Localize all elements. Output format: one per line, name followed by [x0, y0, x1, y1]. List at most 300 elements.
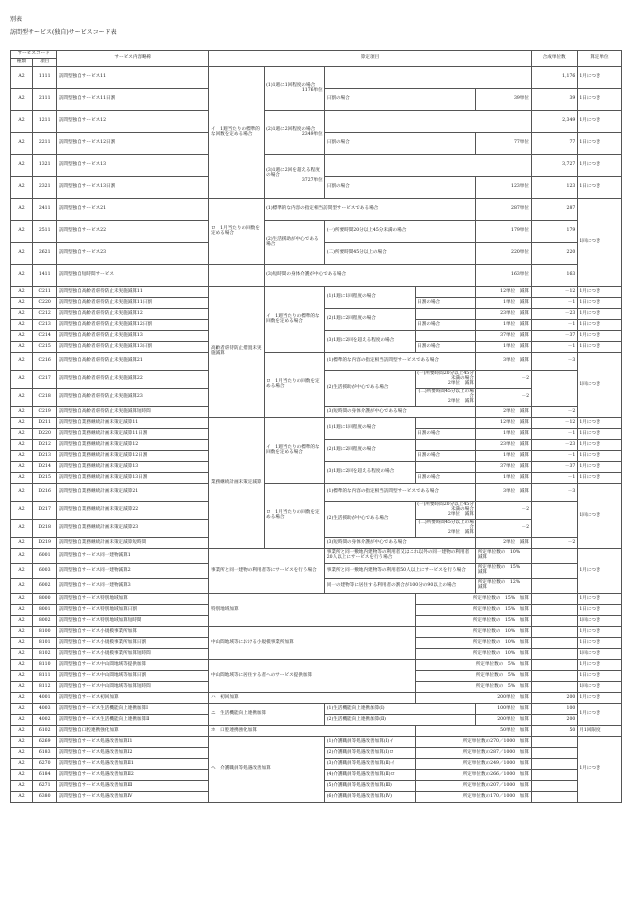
kind-cell: A2 [11, 298, 33, 309]
item-cell: 6271 [33, 781, 57, 792]
basis-cell: 月1回限度 [577, 726, 621, 737]
calc-units: 所定単位数の270／1000 加算 [415, 737, 531, 748]
name-cell: 訪問型独自業務継続計画未策定減算12 [57, 440, 209, 451]
calc-label: (2)1週に2回程度の場合 [325, 440, 415, 462]
units-cell: －2 [476, 371, 531, 389]
calc-units: 所定単位数の 15% 加算 [415, 616, 531, 627]
calc-label: (一)所要時間20分以上45分未満の場合 [325, 221, 476, 243]
calc-label: (1)1週に1回程度の場合 [325, 287, 415, 309]
basis-cell: 1月につき [577, 111, 621, 133]
name-cell: 訪問型独自サービス特別地域加算 [57, 594, 209, 605]
hiwari-cell: 日割の場合 [415, 320, 476, 331]
units-cell: －12 [531, 287, 577, 298]
calc-units: 123単位 [476, 177, 531, 199]
name-cell: 訪問型独自サービス小規模事業所加算 [57, 627, 209, 638]
kind-cell: A2 [11, 155, 33, 177]
table-row [11, 693, 622, 704]
table-row [11, 67, 622, 89]
basis-cell: 1日につき [577, 133, 621, 155]
table-row [11, 199, 622, 221]
calc-units: 1176単位 [301, 87, 323, 93]
table-row [11, 704, 622, 715]
kind-cell: A2 [11, 748, 33, 759]
units-cell: 200 [531, 715, 577, 726]
name-cell: 訪問型独自サービス12 [57, 111, 209, 133]
calc-label: (一)所要時間20分以上45分未満の場合 [417, 371, 474, 382]
calc-label [415, 389, 476, 407]
calc-units: 220単位 [476, 243, 531, 265]
calc-units: 所定単位数の 10% 減算 [476, 549, 531, 564]
name-cell: 訪問型独自サービス21 [57, 199, 209, 221]
kind-cell: A2 [11, 451, 33, 462]
item-cell: 6102 [33, 726, 57, 737]
units-cell: －1 [531, 320, 577, 331]
calc-label: 同一の建物等に居住する利用者の割合が100分の90以上の場合 [325, 579, 476, 594]
units-cell: 100 [531, 704, 577, 715]
name-cell: 訪問型独自サービス処遇改善加算Ⅰ1 [57, 737, 209, 748]
name-cell: 訪問型独自サービス中山間地域等提供加算 [57, 660, 209, 671]
calc-units: 2単位 減算 [476, 538, 531, 549]
table-row [11, 111, 622, 133]
calc-label: (3)1週に2回を超える程度の場合 [325, 462, 415, 484]
kind-cell: A2 [11, 440, 33, 451]
hiwari-cell: 日割の場合 [415, 342, 476, 353]
table-row [11, 737, 622, 748]
table-row [11, 287, 622, 298]
calc-label: (3)短時間の身体介護が中心である場合 [325, 538, 476, 549]
calc-label: (2)1週に2回程度の場合 [325, 309, 415, 331]
basis-cell: 1日につき [577, 177, 621, 199]
calc-label: (二)所要時間45分以上の場合 [325, 243, 476, 265]
table-row [11, 484, 622, 502]
table-row [11, 265, 622, 287]
calc-units: 179単位 [476, 221, 531, 243]
calc-label [415, 371, 476, 389]
calc-units: 所定単位数の 12% 減算 [476, 579, 531, 594]
calc-label: (1)1週に1回程度の場合 [325, 418, 415, 440]
kind-cell: A2 [11, 320, 33, 331]
basis-cell: 1日につき [577, 320, 621, 331]
item-cell: C213 [33, 320, 57, 331]
calc-units: 77単位 [476, 133, 531, 155]
units-cell: 77 [531, 133, 577, 155]
calc-label: (3)1週に2回を超える程度の場合 [266, 168, 320, 179]
basis-cell: 1月につき [577, 331, 621, 342]
name-cell: 訪問型独自高齢者虐待防止未実施減算12日割 [57, 320, 209, 331]
kind-cell: A2 [11, 770, 33, 781]
kind-cell: A2 [11, 287, 33, 298]
basis-cell: 1回につき [577, 353, 621, 418]
name-cell: 訪問型独自サービス12日割 [57, 133, 209, 155]
name-cell: 訪問型独自業務継続計画未策定減算11日割 [57, 429, 209, 440]
calc-label: (3)短時間の身体介護が中心である場合 [325, 407, 476, 418]
calc-units: 12単位 減算 [476, 418, 531, 429]
basis-cell: 1月につき [577, 440, 621, 451]
kind-cell: A2 [11, 199, 33, 221]
calc-label: ヘ 介護職員等処遇改善加算 [209, 737, 325, 803]
kind-cell: A2 [11, 693, 33, 704]
units-cell: 163 [531, 265, 577, 287]
name-cell: 訪問型独自サービス特別地域加算日割 [57, 605, 209, 616]
calc-label: 業務継続計画未策定減算 [209, 418, 264, 549]
kind-cell: A2 [11, 682, 33, 693]
item-cell: D218 [33, 520, 57, 538]
item-cell: D211 [33, 418, 57, 429]
name-cell: 訪問型独自サービス小規模事業所加算日割 [57, 638, 209, 649]
name-cell: 訪問型独自業務継続計画未策定減算21 [57, 484, 209, 502]
item-cell: 6380 [33, 792, 57, 803]
units-cell: －2 [476, 502, 531, 520]
calc-units: 所定単位数の170／1000 加算 [415, 792, 531, 803]
units-cell: －2 [476, 389, 531, 407]
name-cell: 訪問型独自高齢者虐待防止未実施減算23 [57, 389, 209, 407]
item-cell: D214 [33, 462, 57, 473]
item-cell: 6183 [33, 748, 57, 759]
calc-label: (二)所要時間45分以上の場合 [418, 520, 474, 531]
calc-label: (4)介護職員等処遇改善加算(Ⅱ)ロ [325, 770, 415, 781]
item-cell: 8102 [33, 649, 57, 660]
header-units: 合成単位数 [531, 51, 577, 67]
calc-label: (二)所要時間45分以上の場合 [418, 389, 474, 400]
item-cell: 8100 [33, 627, 57, 638]
basis-cell: 1月につき [577, 309, 621, 320]
units-cell: －1 [531, 342, 577, 353]
calc-label: ロ 1月当たりの回数を定める場合 [264, 484, 325, 549]
kind-cell: A2 [11, 133, 33, 155]
basis-cell: 1日につき [577, 451, 621, 462]
calc-units: 163単位 [476, 265, 531, 287]
item-cell: 4003 [33, 704, 57, 715]
table-row [11, 155, 622, 177]
name-cell: 訪問型独自高齢者虐待防止未実施減算21 [57, 353, 209, 371]
hiwari-cell: 日割の場合 [415, 429, 476, 440]
calc-units: 39単位 [476, 89, 531, 111]
table-row [11, 660, 622, 671]
calc-units: 所定単位数の 10% 加算 [415, 638, 531, 649]
name-cell: 訪問型独自サービス13 [57, 155, 209, 177]
item-cell: D213 [33, 451, 57, 462]
basis-cell: 1回につき [577, 649, 621, 660]
calc-label: イ 1週当たりの標準的な回数を定める場合 [264, 287, 325, 353]
calc-label: (2)生活機能向上連携加算(Ⅱ) [325, 715, 476, 726]
units-cell: －1 [531, 298, 577, 309]
item-cell: D219 [33, 538, 57, 549]
name-cell: 訪問型独自短時間サービス [57, 265, 209, 287]
item-cell: 2111 [33, 89, 57, 111]
units-cell: 50 [531, 726, 577, 737]
kind-cell: A2 [11, 594, 33, 605]
basis-cell: 1回につき [577, 616, 621, 627]
basis-cell: 1月につき [577, 627, 621, 638]
item-cell: 6270 [33, 759, 57, 770]
basis-cell: 1月につき [577, 594, 621, 605]
name-cell: 訪問型独自高齢者虐待防止未実施減算13 [57, 331, 209, 342]
kind-cell: A2 [11, 484, 33, 502]
hiwari-cell [415, 287, 476, 298]
item-cell: C220 [33, 298, 57, 309]
kind-cell: A2 [11, 649, 33, 660]
calc-label: 事業所と同一敷地内建物等の利用者又はこれ以外の同一建物の利用者20人以上にサービスを行う場合 [325, 549, 476, 564]
name-cell: 訪問型独自業務継続計画未策定減算12日割 [57, 451, 209, 462]
basis-cell: 1日につき [577, 473, 621, 484]
calc-units: 所定単位数の266／1000 加算 [415, 770, 531, 781]
kind-cell: A2 [11, 549, 33, 564]
name-cell: 訪問型独自サービス小規模事業所加算短時間 [57, 649, 209, 660]
name-cell: 訪問型独自高齢者虐待防止未実施減算12 [57, 309, 209, 320]
calc-units: 1単位 減算 [476, 320, 531, 331]
calc-units: 23単位 減算 [476, 440, 531, 451]
calc-units: 37単位 減算 [476, 462, 531, 473]
kind-cell: A2 [11, 737, 33, 748]
units-cell: 2,349 [531, 111, 577, 133]
units-cell: 200 [531, 693, 577, 704]
calc-label: (1)介護職員等処遇改善加算(Ⅰ)イ [325, 737, 415, 748]
calc-label: (3)短時間の身体介護が中心である場合 [264, 265, 476, 287]
table-row [11, 418, 622, 429]
name-cell: 訪問型独自サービス処遇改善加算Ⅱ2 [57, 770, 209, 781]
kind-cell: A2 [11, 759, 33, 770]
item-cell: 1411 [33, 265, 57, 287]
kind-cell: A2 [11, 265, 33, 287]
kind-cell: A2 [11, 429, 33, 440]
item-cell: 2621 [33, 243, 57, 265]
units-cell: －2 [531, 538, 577, 549]
units-cell: －2 [476, 520, 531, 538]
units-cell: －12 [531, 418, 577, 429]
table-row [11, 594, 622, 605]
units-cell: －1 [531, 429, 577, 440]
name-cell: 訪問型独自口腔連携強化加算 [57, 726, 209, 737]
calc-units: 50単位 加算 [415, 726, 531, 737]
basis-cell: 1月につき [577, 737, 621, 803]
item-cell: 8001 [33, 605, 57, 616]
name-cell: 訪問型独自サービス13日割 [57, 177, 209, 199]
calc-units: 所定単位数の 5% 加算 [415, 660, 531, 671]
kind-cell: A2 [11, 309, 33, 320]
basis-cell: 1回につき [577, 682, 621, 693]
calc-units: 2単位 減算 [447, 511, 474, 517]
item-cell: C218 [33, 389, 57, 407]
name-cell: 訪問型独自サービス11日割 [57, 89, 209, 111]
hiwari-cell [415, 462, 476, 473]
units-cell: －1 [531, 451, 577, 462]
calc-units: 1単位 減算 [476, 451, 531, 462]
basis-cell: 1回につき [577, 484, 621, 549]
kind-cell: A2 [11, 671, 33, 682]
name-cell: 訪問型独自業務継続計画未策定減算13日割 [57, 473, 209, 484]
calc-label: イ 1週当たりの標準的な回数を定める場合 [209, 67, 264, 199]
item-cell: 1211 [33, 111, 57, 133]
basis-cell: 1回につき [577, 199, 621, 287]
basis-cell: 1日につき [577, 298, 621, 309]
calc-units: 所定単位数の 10% 加算 [415, 649, 531, 660]
name-cell: 訪問型独自サービス同一建物減算1 [57, 549, 209, 564]
units-cell: 1,176 [531, 67, 577, 89]
hiwari-cell [415, 331, 476, 342]
item-cell: 2511 [33, 221, 57, 243]
calc-units: 所定単位数の 15% 加算 [415, 594, 531, 605]
item-cell: 8110 [33, 660, 57, 671]
item-cell: 1111 [33, 67, 57, 89]
calc-label: ハ 初回加算 [209, 693, 415, 704]
calc-units: 1単位 減算 [476, 429, 531, 440]
item-cell: 1321 [33, 155, 57, 177]
units-cell: －37 [531, 331, 577, 342]
kind-cell: A2 [11, 660, 33, 671]
calc-units: 287単位 [476, 199, 531, 221]
calc-units: 37単位 減算 [476, 331, 531, 342]
item-cell: 4002 [33, 715, 57, 726]
calc-units: 100単位 加算 [476, 704, 531, 715]
kind-cell: A2 [11, 111, 33, 133]
basis-cell: 1月につき [577, 660, 621, 671]
item-cell: 8101 [33, 638, 57, 649]
kind-cell: A2 [11, 342, 33, 353]
hiwari-cell [415, 418, 476, 429]
units-cell: －37 [531, 462, 577, 473]
name-cell: 訪問型独自サービス22 [57, 221, 209, 243]
calc-label: ロ 1月当たりの回数を定める場合 [264, 353, 325, 418]
calc-label: イ 1週当たりの標準的な回数を定める場合 [264, 418, 325, 484]
name-cell: 訪問型独自サービス処遇改善加算Ⅳ [57, 792, 209, 803]
units-cell: 3,727 [531, 155, 577, 177]
calc-label: (1)標準的な内容の指定相当訪問型サービスである場合 [325, 353, 476, 371]
kind-cell: A2 [11, 792, 33, 803]
calc-units: 所定単位数の 15% 加算 [415, 605, 531, 616]
basis-cell: 1月につき [577, 549, 621, 594]
name-cell: 訪問型独自サービス同一建物減算3 [57, 579, 209, 594]
kind-cell: A2 [11, 781, 33, 792]
calc-units: 1単位 減算 [476, 473, 531, 484]
calc-units: 200単位 加算 [415, 693, 531, 704]
item-cell: C214 [33, 331, 57, 342]
kind-cell: A2 [11, 462, 33, 473]
header-service-code: サービスコード [11, 51, 57, 59]
calc-label: (2)生活援助が中心である場合 [325, 502, 415, 538]
item-cell: 8002 [33, 616, 57, 627]
name-cell: 訪問型独自高齢者虐待防止未実施減算短時間 [57, 407, 209, 418]
kind-cell: A2 [11, 389, 33, 407]
name-cell: 訪問型独自サービス23 [57, 243, 209, 265]
calc-label [415, 520, 476, 538]
calc-label [264, 155, 325, 199]
basis-cell: 1日につき [577, 429, 621, 440]
name-cell: 訪問型独自サービス生活機能向上連携加算Ⅱ [57, 715, 209, 726]
calc-label: 特別地域加算 [209, 594, 415, 627]
calc-label [264, 67, 325, 111]
units-cell: 179 [531, 221, 577, 243]
calc-label: 日割の場合 [325, 177, 476, 199]
item-cell: 2411 [33, 199, 57, 221]
service-code-table [10, 50, 622, 803]
kind-cell: A2 [11, 243, 33, 265]
calc-units: 2単位 減算 [447, 398, 474, 404]
kind-cell: A2 [11, 418, 33, 429]
name-cell: 訪問型独自業務継続計画未策定減算13 [57, 462, 209, 473]
calc-label: ホ 口腔連携強化加算 [209, 726, 415, 737]
kind-cell: A2 [11, 564, 33, 579]
table-row [11, 221, 622, 243]
item-cell: C216 [33, 353, 57, 371]
name-cell: 訪問型独自サービス11 [57, 67, 209, 89]
units-cell: －23 [531, 309, 577, 320]
item-cell: 8112 [33, 682, 57, 693]
name-cell: 訪問型独自業務継続計画未策定減算22 [57, 502, 209, 520]
kind-cell: A2 [11, 605, 33, 616]
calc-units: 所定単位数の 15% 減算 [476, 564, 531, 579]
header-row [11, 51, 622, 59]
item-cell: 6269 [33, 737, 57, 748]
calc-label: (5)介護職員等処遇改善加算(Ⅲ) [325, 781, 415, 792]
item-cell: 2211 [33, 133, 57, 155]
calc-units: 1単位 減算 [476, 342, 531, 353]
units-cell: 220 [531, 243, 577, 265]
basis-cell: 1日につき [577, 605, 621, 616]
basis-cell: 1月につき [577, 704, 621, 726]
calc-units: 2単位 減算 [476, 407, 531, 418]
table-row [11, 549, 622, 564]
item-cell: 6184 [33, 770, 57, 781]
basis-cell: 1月につき [577, 418, 621, 429]
name-cell: 訪問型独自業務継続計画未策定減算11 [57, 418, 209, 429]
item-cell: C211 [33, 287, 57, 298]
kind-cell: A2 [11, 407, 33, 418]
units-cell: －2 [531, 407, 577, 418]
item-cell: 6003 [33, 564, 57, 579]
name-cell: 訪問型独自サービス初回加算 [57, 693, 209, 704]
item-cell: 8111 [33, 671, 57, 682]
basis-cell: 1日につき [577, 89, 621, 111]
calc-label: 中山間地域等における小規模事業所加算 [209, 627, 415, 660]
kind-cell: A2 [11, 704, 33, 715]
item-cell: D216 [33, 484, 57, 502]
name-cell: 訪問型独自高齢者虐待防止未実施減算11 [57, 287, 209, 298]
kind-cell: A2 [11, 473, 33, 484]
hiwari-cell: 日割の場合 [415, 473, 476, 484]
name-cell: 訪問型独自業務継続計画未策定減算短時間 [57, 538, 209, 549]
calc-units: 3単位 減算 [476, 353, 531, 371]
name-cell: 訪問型独自高齢者虐待防止未実施減算22 [57, 371, 209, 389]
calc-units: 1単位 減算 [476, 298, 531, 309]
item-cell: 8000 [33, 594, 57, 605]
hiwari-cell: 日割の場合 [415, 451, 476, 462]
calc-label: (3)1週に2回を超える程度の場合 [325, 331, 415, 353]
calc-label [415, 502, 476, 520]
basis-cell: 1日につき [577, 342, 621, 353]
header-kind: 種類 [11, 59, 33, 67]
calc-label: ニ 生活機能向上連携加算 [209, 704, 325, 726]
calc-label: (1)1週に1回程度の場合 [266, 82, 316, 88]
calc-units: 23単位 減算 [476, 309, 531, 320]
units-cell: 287 [531, 199, 577, 221]
calc-units: 所定単位数の 10% 加算 [415, 627, 531, 638]
basis-cell: 1月につき [577, 155, 621, 177]
name-cell: 訪問型独自業務継続計画未策定減算23 [57, 520, 209, 538]
calc-label: (1)標準的な内容の指定相当訪問型サービスである場合 [264, 199, 476, 221]
name-cell: 訪問型独自サービス処遇改善加算Ⅰ2 [57, 748, 209, 759]
kind-cell: A2 [11, 67, 33, 89]
units-cell: －3 [531, 353, 577, 371]
calc-label: (3)介護職員等処遇改善加算(Ⅱ)イ [325, 759, 415, 770]
doc-title: 訪問型サービス(独自)サービスコード表 [10, 29, 117, 36]
calc-units: 3単位 減算 [476, 484, 531, 502]
calc-units: 12単位 減算 [476, 287, 531, 298]
item-cell: 2321 [33, 177, 57, 199]
item-cell: 6001 [33, 549, 57, 564]
item-cell: D212 [33, 440, 57, 451]
item-cell: C219 [33, 407, 57, 418]
calc-units: 所定単位数の249／1000 加算 [415, 759, 531, 770]
